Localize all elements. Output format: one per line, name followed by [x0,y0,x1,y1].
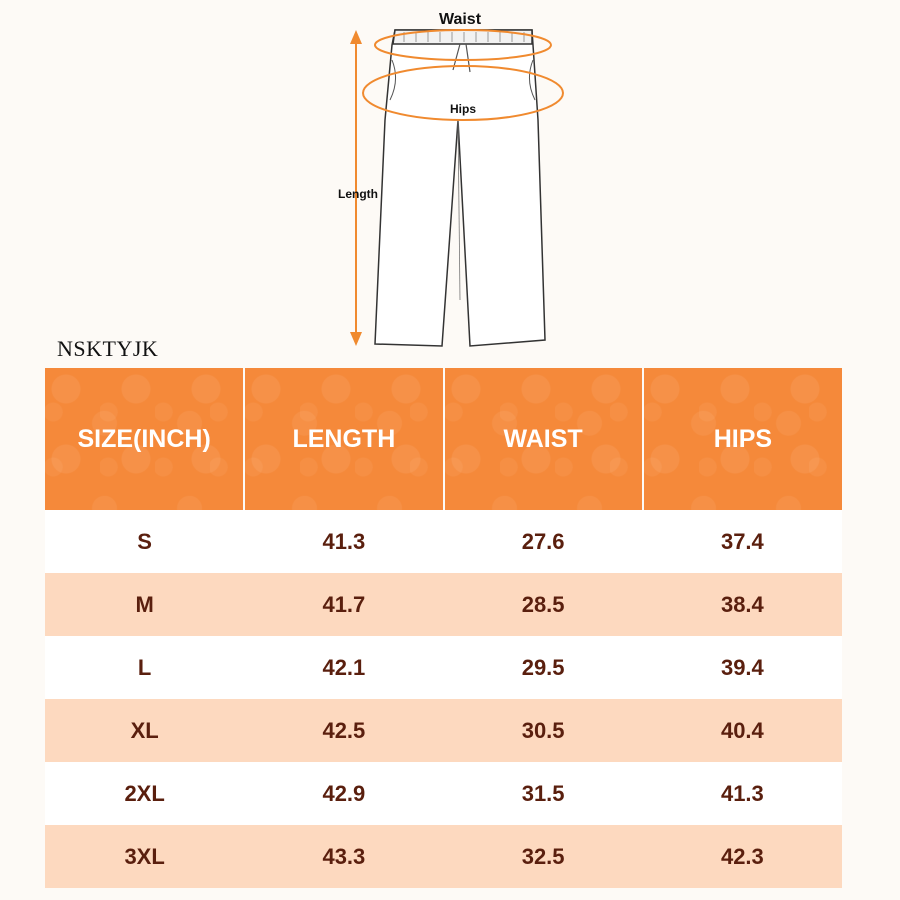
hips-label: Hips [449,102,477,116]
table-header-row [45,368,842,510]
cell-hips: 38.4 [643,573,842,636]
size-chart-table [45,368,842,888]
table-row [45,636,842,699]
pants-illustration [375,30,545,346]
cell-waist: 32.5 [444,825,643,888]
cell-hips: 41.3 [643,762,842,825]
table-row [45,699,842,762]
table-row [45,825,842,888]
cell-length: 41.7 [244,573,443,636]
header-waist: WAIST [444,368,643,510]
cell-waist: 29.5 [444,636,643,699]
cell-hips: 37.4 [643,510,842,573]
brand-name: NSKTYJK [57,336,159,361]
waist-label: Waist [438,11,482,28]
cell-waist: 31.5 [444,762,643,825]
cell-length: 41.3 [244,510,443,573]
pants-measurement-diagram [320,0,580,360]
header-size: SIZE(INCH) [45,368,244,510]
cell-length: 43.3 [244,825,443,888]
cell-length: 42.5 [244,699,443,762]
cell-waist: 30.5 [444,699,643,762]
cell-hips: 39.4 [643,636,842,699]
cell-waist: 28.5 [444,573,643,636]
header-length: LENGTH [244,368,443,510]
cell-hips: 42.3 [643,825,842,888]
cell-size: M [45,573,244,636]
cell-length: 42.1 [244,636,443,699]
cell-size: L [45,636,244,699]
cell-size: S [45,510,244,573]
cell-waist: 27.6 [444,510,643,573]
table-row [45,762,842,825]
cell-hips: 40.4 [643,699,842,762]
cell-size: 2XL [45,762,244,825]
cell-length: 42.9 [244,762,443,825]
length-label: Length [338,187,378,201]
table-row [45,573,842,636]
table-row [45,510,842,573]
cell-size: 3XL [45,825,244,888]
header-hips: HIPS [643,368,842,510]
cell-size: XL [45,699,244,762]
